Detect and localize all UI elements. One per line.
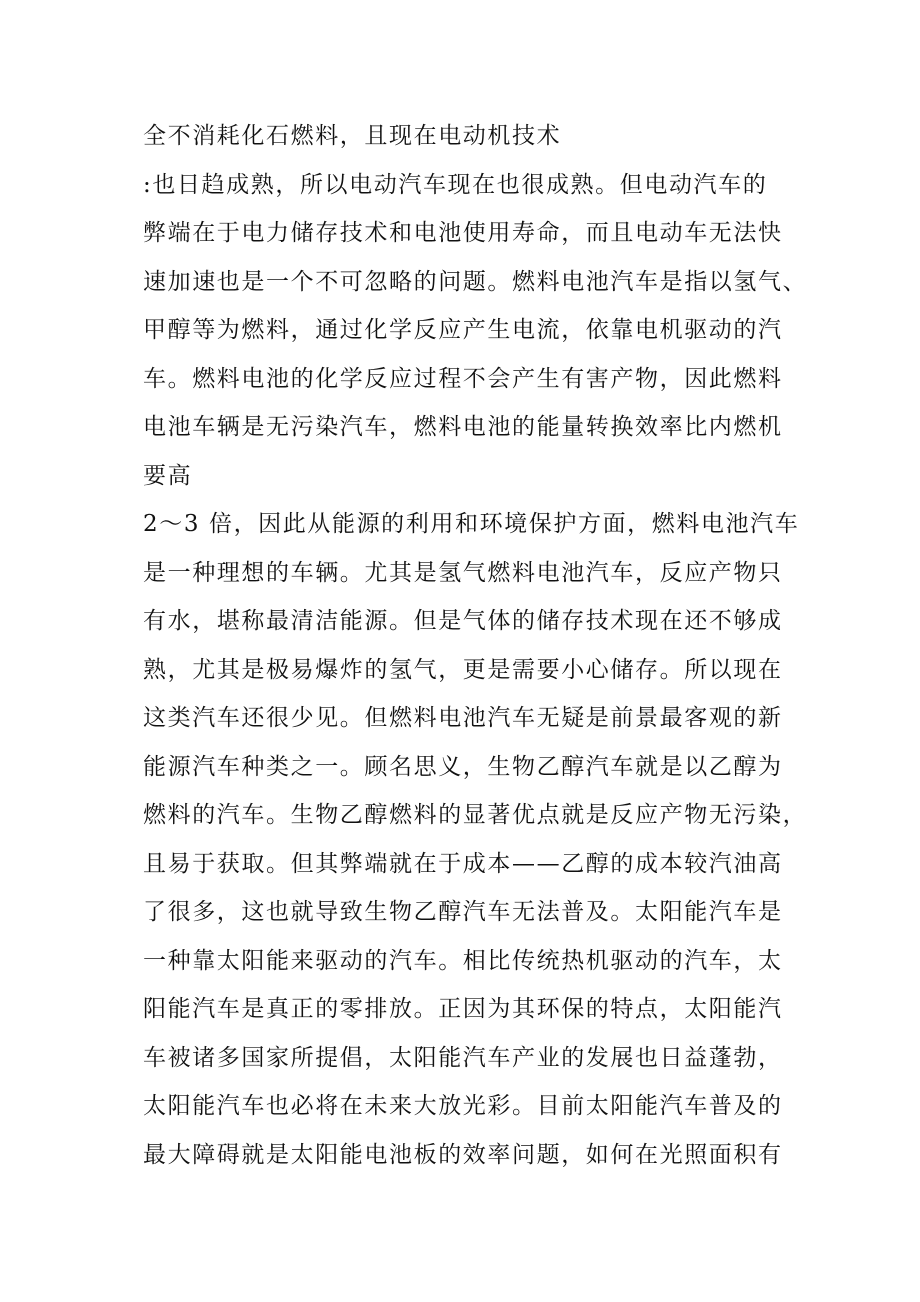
text-line-17: 了很多，这也就导致生物乙醇汽车无法普及。太阳能汽车是 — [143, 899, 783, 925]
body-text — [143, 112, 808, 1179]
text-line-21: 太阳能汽车也必将在未来大放光彩。目前太阳能汽车普及的 — [143, 1093, 783, 1119]
text-line-16: 且易于获取。但其弊端就在于成本——乙醇的成本较汽油高 — [143, 850, 783, 877]
text-line-6: 车。燃料电池的化学反应过程不会产生有害产物，因此燃料 — [143, 365, 783, 392]
text-line-1: 全不消耗化石燃料，且现在电动机技术 — [143, 123, 562, 149]
text-line-11: 有水，堪称最清洁能源。但是气体的储存技术现在还不够成 — [143, 608, 783, 634]
text-line-20: 车被诸多国家所提倡，太阳能汽车产业的发展也日益蓬勃， — [143, 1044, 783, 1071]
text-line-2: :也日趋成熟，所以电动汽车现在也很成熟。但电动汽车的 — [143, 171, 768, 198]
text-line-15: 燃料的汽车。生物乙醇燃料的显著优点就是反应产物无污染， — [143, 802, 808, 828]
text-line-14: 能源汽车种类之一。顾名思义，生物乙醇汽车就是以乙醇为 — [143, 753, 783, 780]
text-line-5: 甲醇等为燃料，通过化学反应产生电流，依靠电机驱动的汽 — [143, 317, 783, 343]
text-line-10: 是一种理想的车辆。尤其是氢气燃料电池汽车，反应产物只 — [143, 559, 783, 586]
text-line-3: 弊端在于电力储存技术和电池使用寿命，而且电动车无法快 — [143, 220, 783, 246]
text-line-8: 要高 — [143, 462, 193, 489]
text-line-12: 熟，尤其是极易爆炸的氢气，更是需要小心储存。所以现在 — [143, 656, 783, 683]
text-line-18: 一种靠太阳能来驱动的汽车。相比传统热机驱动的汽车，太 — [143, 947, 783, 974]
text-line-7: 电池车辆是无污染汽车，燃料电池的能量转换效率比内燃机 — [143, 414, 783, 440]
text-line-4: 速加速也是一个不可忽略的问题。燃料电池汽车是指以氢气、 — [143, 268, 808, 295]
text-line-9: 2～3 倍，因此从能源的利用和环境保护方面，燃料电池汽车 — [143, 511, 800, 537]
text-line-13: 这类汽车还很少见。但燃料电池汽车无疑是前景最客观的新 — [143, 705, 783, 731]
text-line-22: 最大障碍就是太阳能电池板的效率问题，如何在光照面积有 — [143, 1141, 783, 1168]
text-line-19: 阳能汽车是真正的零排放。正因为其环保的特点，太阳能汽 — [143, 996, 783, 1022]
